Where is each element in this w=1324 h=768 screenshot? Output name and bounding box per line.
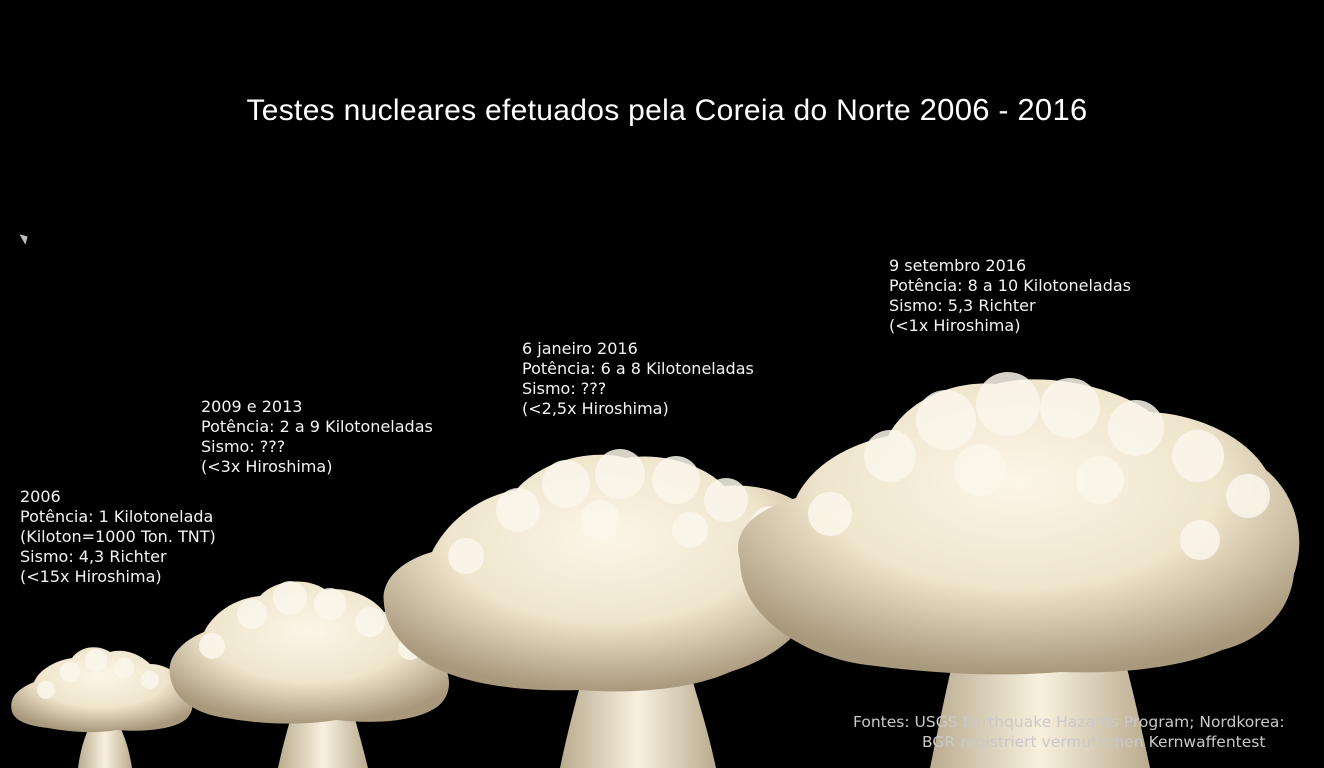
test-note: (Kiloton=1000 Ton. TNT) (20, 527, 216, 546)
test-comparison: (<15x Hiroshima) (20, 567, 162, 586)
test-date: 9 setembro 2016 (889, 256, 1027, 275)
sources-line-2: BGR registriert vermutlichen Kernwaffentest (922, 733, 1266, 751)
title-year-end: 2016 (1017, 92, 1088, 127)
test-seism: Sismo: 4,3 Richter (20, 547, 167, 566)
test-info-2009-2013 (201, 397, 433, 477)
test-power: Potência: 8 a 10 Kilotoneladas (889, 276, 1132, 295)
test-seism: Sismo: ??? (201, 437, 286, 456)
sources-line-1: Fontes: USGS Earthquake Hazards Program; Nordkorea: (853, 713, 1285, 731)
test-info-sep-2016 (889, 256, 1131, 336)
title-text: Testes nucleares efetuados pela Coreia do Norte (246, 94, 911, 127)
sources-credit (853, 712, 1323, 752)
test-info-2006 (20, 487, 216, 587)
test-date: 2006 (20, 487, 61, 506)
mushroom-cloud-2006 (11, 647, 192, 768)
title-separator: - (998, 94, 1009, 127)
test-comparison: (<3x Hiroshima) (201, 457, 333, 476)
test-comparison: (<2,5x Hiroshima) (522, 399, 669, 418)
test-power: Potência: 2 a 9 Kilotoneladas (201, 417, 433, 436)
mushroom-cloud-sep-2016 (738, 372, 1299, 768)
test-date: 6 janeiro 2016 (522, 339, 638, 358)
test-power: Potência: 1 Kilotonelada (20, 507, 214, 526)
test-date: 2009 e 2013 (201, 397, 303, 416)
test-seism: Sismo: 5,3 Richter (889, 296, 1036, 315)
test-power: Potência: 6 a 8 Kilotoneladas (522, 359, 754, 378)
test-info-jan-2016 (522, 339, 754, 419)
test-comparison: (<1x Hiroshima) (889, 316, 1021, 335)
title-year-start: 2006 (919, 92, 990, 127)
test-seism: Sismo: ??? (522, 379, 607, 398)
